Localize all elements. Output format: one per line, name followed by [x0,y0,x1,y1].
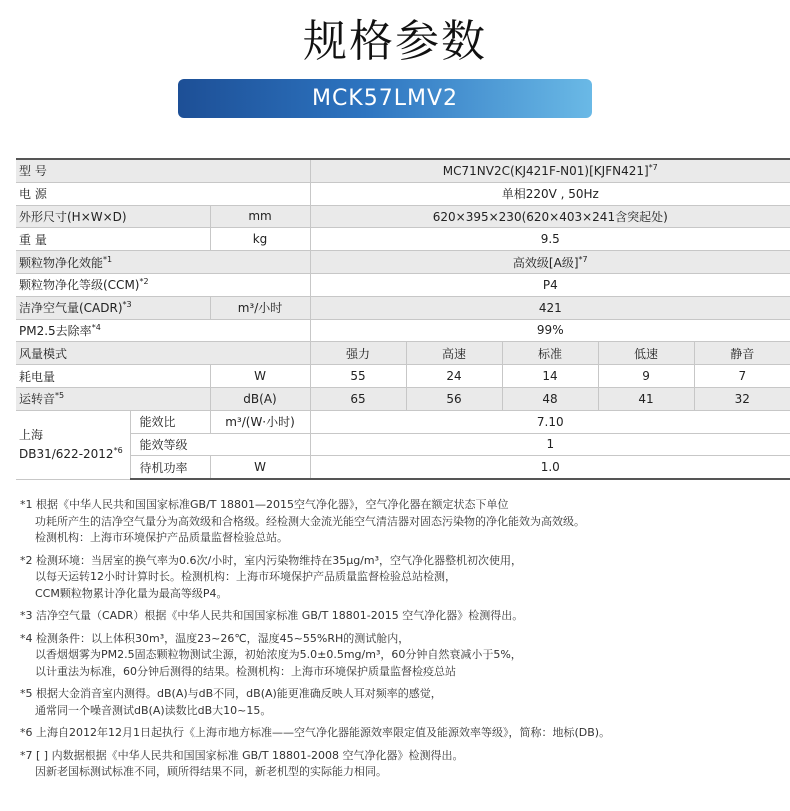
table-row [16,228,790,251]
model-banner: MCK57LMV2 [178,79,592,118]
value-cell: 56 [406,387,502,410]
table-row [16,433,790,456]
footnote: *2 检测环境：当居室的换气率为0.6次/小时，室内污染物维持在35μg/m³，空气净化器整机初次使用， 以每天运转12小时计算时长。检测机构：上海市环境保护产品质量监督检验总站检测， CCM颗粒物累计净化量为最高等级P4。 [20,553,523,600]
weight-value: 9.5 [310,228,790,251]
value-cell: 65 [310,387,406,410]
footnote: *4 检测条件：以上体积30m³，温度23~26℃，湿度45~55%RH的测试舱内， 以香烟烟雾为PM2.5固态颗粒物测试尘源，初始浓度为5.0±0.5mg/m³，60分钟自然衰减小于5%， 以计重法为标准，60分钟后测得的结果。检测机构：上海市环境保护质量监督检疫总站 [20,631,522,678]
footnote: *1 根据《中华人民共和国国家标准GB/T 18801—2015空气净化器》，空气净化器在额定状态下单位 功耗所产生的洁净空气量分为高效级和合格级。经检测大金流光能空气清洁器对固态污染物的净化能效为高效级。 检测机构：上海市环境保护产品质量监督检验总站。 [20,498,585,544]
footnotes [20,497,785,787]
footnote: *5 根据大金消音室内测得。dB(A)与dB不同，dB(A)能更准确反映人耳对频率的感觉， 通常同一个噪音测试dB(A)读数比dB大10~15。 [20,687,442,717]
row-label: 电 源 [16,182,210,205]
row-label: 运转音$^{*5}$ [16,387,210,410]
mode-cell: 标准 [502,342,598,365]
mode-cell: 低速 [598,342,694,365]
table-row [16,182,790,205]
unit-cell: m³/小时 [210,296,310,319]
size-value: 620×395×230(620×403×241含突起处) [310,205,790,228]
value-cell: 14 [502,365,598,388]
row-label: 颗粒物净化效能$^{*1}$ [16,251,210,274]
grade-value: 1 [310,433,790,456]
mode-cell: 静音 [694,342,790,365]
unit-cell: dB(A) [210,387,310,410]
value-cell: 41 [598,387,694,410]
row-label: 型 号 [16,159,210,182]
unit-cell: mm [210,205,310,228]
unit-cell: W [210,456,310,479]
footnote: *7 [ ] 内数据根据《中华人民共和国国家标准 GB/T 18801-2008 空气净化器》检测得出。 因新老国标测试标准不同，顾所得结果不同，新老机型的实际能力相同。 [20,748,464,778]
unit-cell: W [210,365,310,388]
row-label: 外形尺寸(H×W×D) [16,205,210,228]
table-row [16,159,790,182]
row-label: 风量模式 [16,342,210,365]
value-cell: 55 [310,365,406,388]
value-cell: 48 [502,387,598,410]
row-label: 待机功率 [130,456,210,479]
row-label: 颗粒物净化等级(CCM)$^{*2}$ [16,273,210,296]
table-row [16,251,790,274]
row-label: 能效等级 [130,433,210,456]
footnote: *6 上海自2012年12月1日起执行《上海市地方标准——空气净化器能源效率限定值及能源效率等级》，简称：地标(DB)。 [20,726,611,739]
unit-cell: kg [210,228,310,251]
row-label: 重 量 [16,228,210,251]
row-label: 耗电量 [16,365,210,388]
table-row [16,319,790,342]
value-cell: 24 [406,365,502,388]
shanghai-group-label: 上海 DB31/622-2012$^{*6}$ [16,410,130,479]
value-cell: 7 [694,365,790,388]
power-value: 单相220V , 50Hz [310,182,790,205]
mode-cell: 强力 [310,342,406,365]
mode-cell: 高速 [406,342,502,365]
footnote: *3 洁净空气量（CADR）根据《中华人民共和国国家标准 GB/T 18801-2015 空气净化器》检测得出。 [20,609,524,622]
row-label: 能效比 [130,410,210,433]
value-cell: 9 [598,365,694,388]
pm25-value: 99% [310,319,790,342]
model-number-value: MC71NV2C(KJ421F-N01)[KJFN421]$^{*7}$ [310,159,790,182]
eer-value: 7.10 [310,410,790,433]
table-row [16,456,790,479]
row-label: PM2.5去除率$^{*4}$ [16,319,210,342]
standby-value: 1.0 [310,456,790,479]
cadr-value: 421 [310,296,790,319]
table-row [16,205,790,228]
ccm-value: P4 [310,273,790,296]
table-row [16,387,790,410]
table-row [16,273,790,296]
unit-cell: m³/(W·小时) [210,410,310,433]
table-row [16,410,790,433]
spec-table [16,158,790,480]
table-row [16,296,790,319]
row-label: 洁净空气量(CADR)$^{*3}$ [16,296,210,319]
efficiency-value: 高效级[A级]$^{*7}$ [310,251,790,274]
table-row [16,342,790,365]
page-title: 规格参数 [303,16,487,67]
value-cell: 32 [694,387,790,410]
table-row [16,365,790,388]
